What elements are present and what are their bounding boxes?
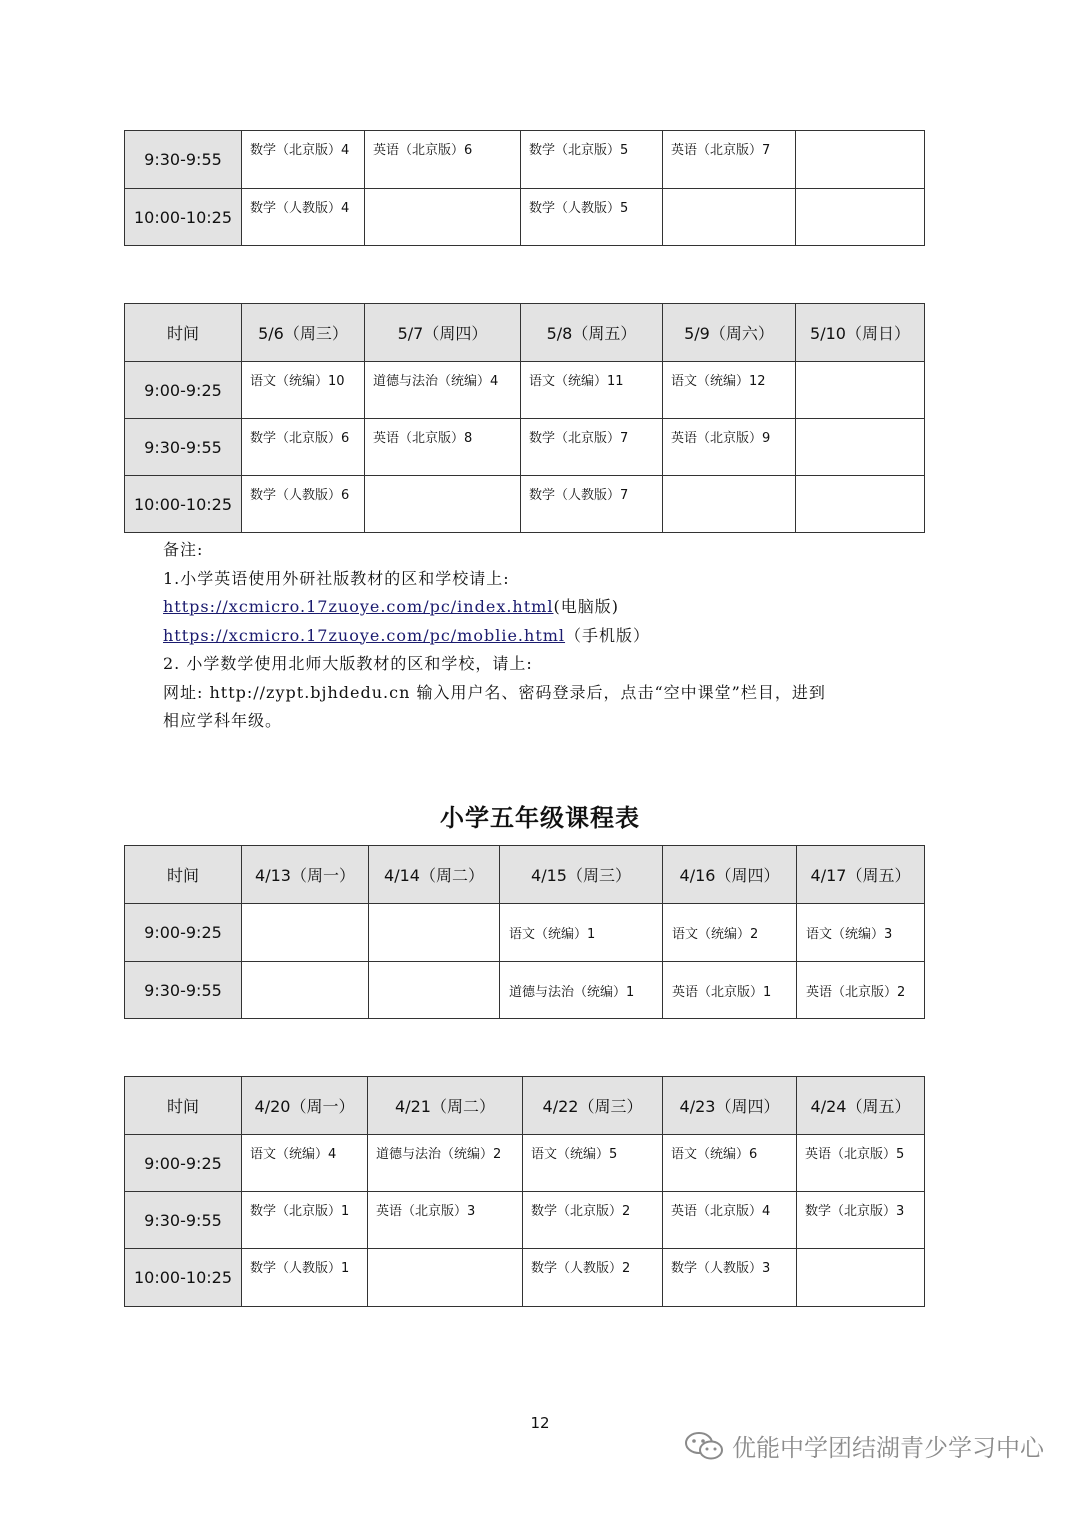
- column-header: 5/6（周三）: [242, 304, 365, 362]
- desktop-link[interactable]: https://xcmicro.17zuoye.com/pc/index.html: [163, 597, 554, 616]
- schedule-table-continued: [124, 130, 925, 246]
- lesson-cell: 语文（统编）4: [242, 1135, 368, 1192]
- desktop-label: (电脑版): [553, 597, 619, 616]
- lesson-cell: 英语（北京版）5: [797, 1135, 925, 1192]
- notes-item-url: 网址: http://zypt.bjhdedu.cn 输入用户名、密码登录后，点击“空中课堂”栏目，进到: [163, 682, 826, 702]
- lesson-cell: 语文（统编）2: [663, 904, 797, 962]
- notes-heading: 备注:: [163, 540, 204, 559]
- column-header: 4/13（周一）: [242, 846, 369, 904]
- schedule-table-grade5-week2: [124, 1076, 925, 1307]
- watermark-text: 优能中学团结湖青少学习中心: [732, 1434, 1044, 1462]
- lesson-cell: [365, 476, 521, 533]
- table-row: [125, 476, 925, 533]
- table-header-row: [125, 304, 925, 362]
- notes-link-row: [163, 593, 923, 622]
- lesson-cell: 语文（统编）12: [663, 362, 796, 419]
- wechat-icon: [684, 1431, 724, 1461]
- column-header: 4/16（周四）: [663, 846, 797, 904]
- lesson-cell: 英语（北京版）9: [663, 419, 796, 476]
- lesson-cell: 道德与法治（统编）2: [368, 1135, 523, 1192]
- lesson-cell: 语文（统编）1: [500, 904, 663, 962]
- lesson-cell: 道德与法治（统编）4: [365, 362, 521, 419]
- lesson-cell: [663, 189, 796, 246]
- table-row: [125, 131, 925, 189]
- page-number: 12: [530, 1414, 550, 1432]
- mobile-label: （手机版）: [565, 625, 651, 645]
- lesson-cell: 数学（北京版）1: [242, 1192, 368, 1249]
- time-slot: 10:00-10:25: [125, 1249, 242, 1307]
- lesson-cell: 数学（人教版）5: [521, 189, 663, 246]
- lesson-cell: 数学（北京版）3: [797, 1192, 925, 1249]
- column-header: 4/23（周四）: [663, 1077, 797, 1135]
- lesson-cell: [365, 189, 521, 246]
- lesson-cell: 数学（北京版）4: [242, 131, 365, 189]
- time-slot: 9:00-9:25: [125, 904, 242, 962]
- watermark: [684, 1428, 1044, 1463]
- time-slot: 10:00-10:25: [125, 476, 242, 533]
- lesson-cell: [369, 962, 500, 1019]
- lesson-cell: 英语（北京版）8: [365, 419, 521, 476]
- column-header: 4/15（周三）: [500, 846, 663, 904]
- column-header: 5/7（周四）: [365, 304, 521, 362]
- lesson-cell: 英语（北京版）7: [663, 131, 796, 189]
- column-header: 4/20（周一）: [242, 1077, 368, 1135]
- lesson-cell: 英语（北京版）2: [797, 962, 925, 1019]
- lesson-cell: 英语（北京版）3: [368, 1192, 523, 1249]
- lesson-cell: 英语（北京版）4: [663, 1192, 797, 1249]
- table-row: [125, 904, 925, 962]
- time-slot: 9:00-9:25: [125, 1135, 242, 1192]
- column-header: 4/14（周二）: [369, 846, 500, 904]
- lesson-cell: 数学（人教版）6: [242, 476, 365, 533]
- lesson-cell: [242, 962, 369, 1019]
- time-slot: 9:30-9:55: [125, 1192, 242, 1249]
- time-slot: 9:00-9:25: [125, 362, 242, 419]
- notes-item-math: 2. 小学数学使用北师大版教材的区和学校，请上:: [163, 654, 533, 673]
- lesson-cell: [796, 362, 925, 419]
- mobile-link[interactable]: https://xcmicro.17zuoye.com/pc/moblie.html: [163, 625, 566, 645]
- column-header: 5/8（周五）: [521, 304, 663, 362]
- lesson-cell: 数学（北京版）6: [242, 419, 365, 476]
- column-header: 时间: [125, 304, 242, 362]
- schedule-table-may: [124, 303, 925, 533]
- column-header: 4/24（周五）: [797, 1077, 925, 1135]
- table-header-row: [125, 1077, 925, 1135]
- lesson-cell: 数学（人教版）7: [521, 476, 663, 533]
- table-row: [125, 962, 925, 1019]
- column-header: 4/21（周二）: [368, 1077, 523, 1135]
- notes-item-url-cont: 相应学科年级。: [163, 711, 283, 730]
- table-row: [125, 1135, 925, 1192]
- lesson-cell: 语文（统编）3: [797, 904, 925, 962]
- column-header: 5/10（周日）: [796, 304, 925, 362]
- lesson-cell: 语文（统编）6: [663, 1135, 797, 1192]
- lesson-cell: 数学（人教版）3: [663, 1249, 797, 1307]
- column-header: 4/22（周三）: [523, 1077, 663, 1135]
- lesson-cell: 语文（统编）10: [242, 362, 365, 419]
- lesson-cell: 数学（人教版）4: [242, 189, 365, 246]
- lesson-cell: 语文（统编）5: [523, 1135, 663, 1192]
- table-row: [125, 362, 925, 419]
- lesson-cell: [369, 904, 500, 962]
- time-slot: 9:30-9:55: [125, 962, 242, 1019]
- lesson-cell: [796, 419, 925, 476]
- table-header-row: [125, 846, 925, 904]
- column-header: 5/9（周六）: [663, 304, 796, 362]
- schedule-table-grade5-week1: [124, 845, 925, 1019]
- table-row: [125, 419, 925, 476]
- table-row: [125, 189, 925, 246]
- lesson-cell: [797, 1249, 925, 1307]
- table-row: [125, 1249, 925, 1307]
- page-title: 小学五年级课程表: [440, 804, 640, 832]
- notes-section: [163, 536, 923, 736]
- lesson-cell: [242, 904, 369, 962]
- notes-link-row: [163, 622, 923, 651]
- lesson-cell: 英语（北京版）6: [365, 131, 521, 189]
- lesson-cell: [796, 189, 925, 246]
- column-header: 时间: [125, 1077, 242, 1135]
- column-header: 时间: [125, 846, 242, 904]
- lesson-cell: 数学（人教版）1: [242, 1249, 368, 1307]
- lesson-cell: 英语（北京版）1: [663, 962, 797, 1019]
- notes-item-english: 1.小学英语使用外研社版教材的区和学校请上:: [163, 568, 510, 588]
- lesson-cell: 数学（人教版）2: [523, 1249, 663, 1307]
- time-slot: 10:00-10:25: [125, 189, 242, 246]
- lesson-cell: 数学（北京版）2: [523, 1192, 663, 1249]
- time-slot: 9:30-9:55: [125, 131, 242, 189]
- lesson-cell: [796, 476, 925, 533]
- time-slot: 9:30-9:55: [125, 419, 242, 476]
- lesson-cell: 道德与法治（统编）1: [500, 962, 663, 1019]
- column-header: 4/17（周五）: [797, 846, 925, 904]
- lesson-cell: 数学（北京版）7: [521, 419, 663, 476]
- lesson-cell: 语文（统编）11: [521, 362, 663, 419]
- table-row: [125, 1192, 925, 1249]
- lesson-cell: [663, 476, 796, 533]
- lesson-cell: 数学（北京版）5: [521, 131, 663, 189]
- lesson-cell: [368, 1249, 523, 1307]
- lesson-cell: [796, 131, 925, 189]
